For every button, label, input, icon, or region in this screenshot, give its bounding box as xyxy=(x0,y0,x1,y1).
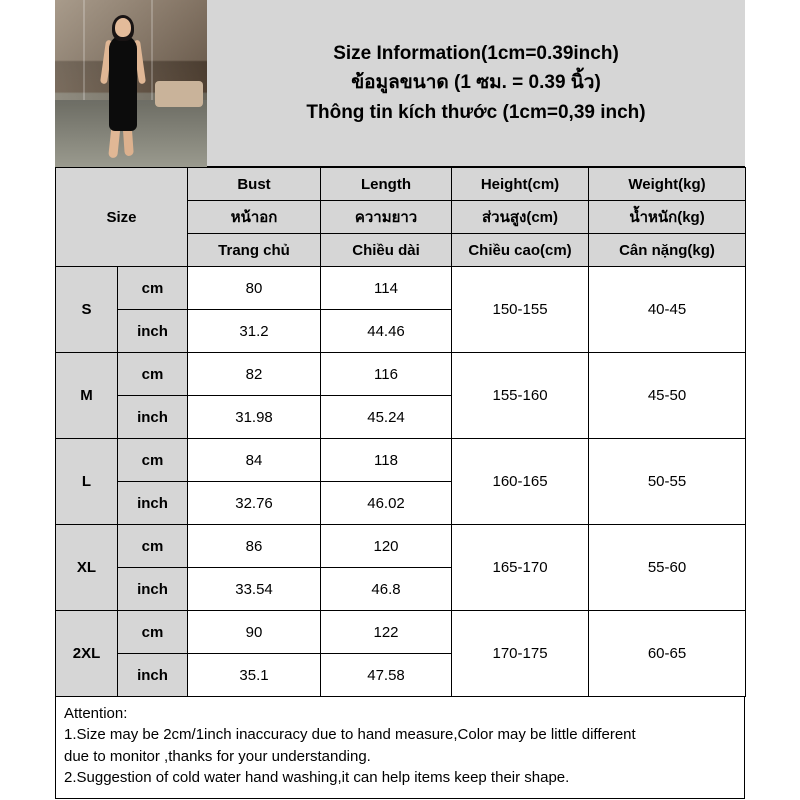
cell-bust-cm: 86 xyxy=(188,525,321,568)
cell-length-cm: 118 xyxy=(321,439,452,482)
cell-weight: 45-50 xyxy=(589,353,746,439)
cell-bust-cm: 84 xyxy=(188,439,321,482)
attention-line-3: 2.Suggestion of cold water hand washing,it can help items keep their shape. xyxy=(64,768,570,786)
col-header-height-vi: Chiều cao(cm) xyxy=(452,234,589,267)
cell-bust-inch: 33.54 xyxy=(188,568,321,611)
col-header-bust-th: หน้าอก xyxy=(188,201,321,234)
col-header-length-en: Length xyxy=(321,168,452,201)
cell-height: 155-160 xyxy=(452,353,589,439)
cell-bust-inch: 31.98 xyxy=(188,396,321,439)
row-unit-cm: cm xyxy=(118,611,188,654)
cell-bust-inch: 35.1 xyxy=(188,654,321,697)
cell-weight: 40-45 xyxy=(589,267,746,353)
attention-heading: Attention: xyxy=(64,705,128,722)
cell-length-inch: 47.58 xyxy=(321,654,452,697)
title-block xyxy=(207,0,745,166)
table-row xyxy=(56,611,746,654)
title-line-en: Size Information(1cm=0.39inch) xyxy=(333,42,619,64)
table-row xyxy=(56,353,746,396)
photo-panel-line xyxy=(83,0,85,100)
col-header-height-th: ส่วนสูง(cm) xyxy=(452,201,589,234)
attention-line-2: due to monitor ,thanks for your understanding. xyxy=(64,747,371,765)
col-header-height-en: Height(cm) xyxy=(452,168,589,201)
header-section xyxy=(55,0,745,167)
photo-model xyxy=(101,18,147,160)
col-header-weight-en: Weight(kg) xyxy=(589,168,746,201)
title-line-th: ข้อมูลขนาด (1 ซม. = 0.39 นิ้ว) xyxy=(351,72,601,94)
cell-length-inch: 46.8 xyxy=(321,568,452,611)
model-head xyxy=(115,18,131,37)
cell-length-cm: 116 xyxy=(321,353,452,396)
row-unit-cm: cm xyxy=(118,267,188,310)
table-row xyxy=(56,439,746,482)
row-unit-inch: inch xyxy=(118,310,188,353)
row-unit-inch: inch xyxy=(118,654,188,697)
row-size-label: 2XL xyxy=(56,611,118,697)
col-header-weight-th: น้ำหนัก(kg) xyxy=(589,201,746,234)
cell-length-cm: 120 xyxy=(321,525,452,568)
col-header-bust-vi: Trang chủ xyxy=(188,234,321,267)
table-row xyxy=(56,525,746,568)
attention-section xyxy=(55,697,745,799)
cell-height: 160-165 xyxy=(452,439,589,525)
row-size-label: XL xyxy=(56,525,118,611)
size-header-cell: Size xyxy=(56,168,188,267)
col-header-length-th: ความยาว xyxy=(321,201,452,234)
cell-bust-cm: 90 xyxy=(188,611,321,654)
cell-length-inch: 46.02 xyxy=(321,482,452,525)
row-unit-inch: inch xyxy=(118,396,188,439)
row-unit-cm: cm xyxy=(118,525,188,568)
row-size-label: S xyxy=(56,267,118,353)
row-unit-cm: cm xyxy=(118,439,188,482)
table-header-row-en xyxy=(56,168,746,201)
photo-sofa xyxy=(155,81,203,107)
col-header-weight-vi: Cân nặng(kg) xyxy=(589,234,746,267)
cell-height: 165-170 xyxy=(452,525,589,611)
row-size-label: L xyxy=(56,439,118,525)
col-header-length-vi: Chiều dài xyxy=(321,234,452,267)
cell-bust-cm: 80 xyxy=(188,267,321,310)
model-dress xyxy=(109,35,137,131)
size-table xyxy=(55,167,746,697)
cell-weight: 50-55 xyxy=(589,439,746,525)
row-unit-inch: inch xyxy=(118,482,188,525)
row-unit-cm: cm xyxy=(118,353,188,396)
cell-length-cm: 114 xyxy=(321,267,452,310)
cell-weight: 60-65 xyxy=(589,611,746,697)
attention-line-1: 1.Size may be 2cm/1inch inaccuracy due to hand measure,Color may be little different xyxy=(64,726,636,744)
cell-bust-inch: 32.76 xyxy=(188,482,321,525)
row-unit-inch: inch xyxy=(118,568,188,611)
cell-height: 170-175 xyxy=(452,611,589,697)
title-line-vi: Thông tin kích thước (1cm=0,39 inch) xyxy=(306,101,646,123)
cell-bust-inch: 31.2 xyxy=(188,310,321,353)
cell-length-inch: 44.46 xyxy=(321,310,452,353)
table-row xyxy=(56,267,746,310)
cell-height: 150-155 xyxy=(452,267,589,353)
photo-panel-line xyxy=(151,0,153,100)
col-header-bust-en: Bust xyxy=(188,168,321,201)
cell-weight: 55-60 xyxy=(589,525,746,611)
cell-length-inch: 45.24 xyxy=(321,396,452,439)
product-photo xyxy=(55,0,207,167)
cell-length-cm: 122 xyxy=(321,611,452,654)
cell-bust-cm: 82 xyxy=(188,353,321,396)
row-size-label: M xyxy=(56,353,118,439)
